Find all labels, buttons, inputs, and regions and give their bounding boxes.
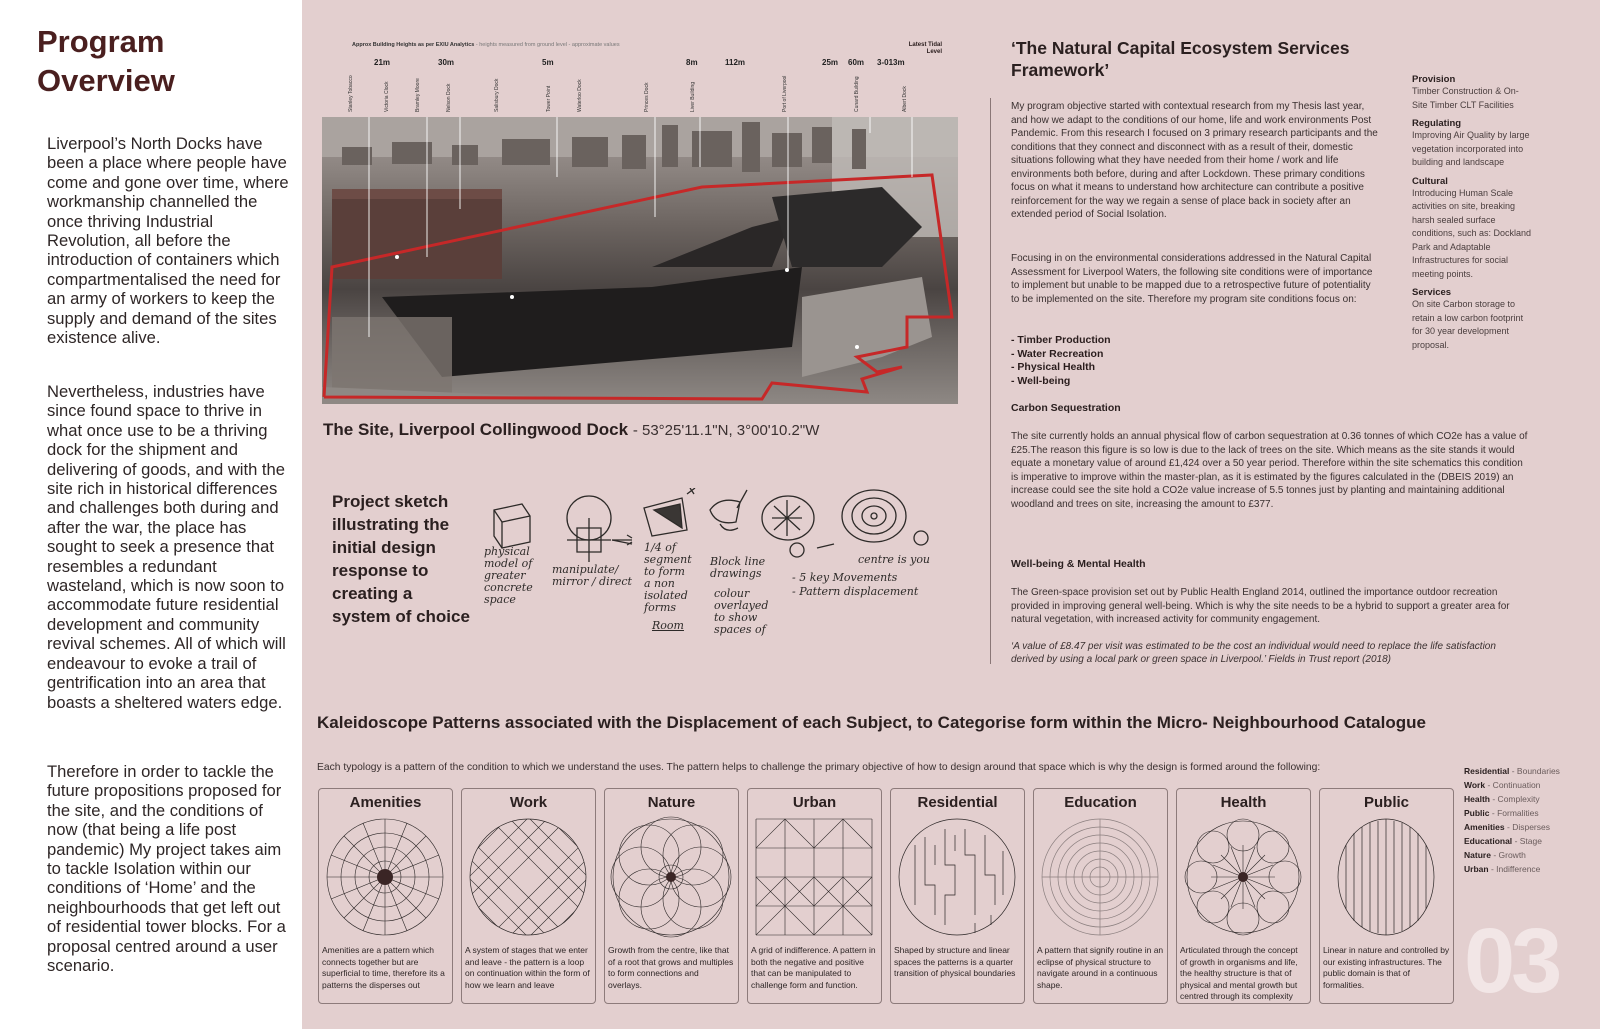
list-item: - Physical Health [1011,361,1096,374]
legend-item: Urban - Indifference [1464,864,1541,874]
height-label: 21m [374,58,391,67]
card-title: Amenities [349,794,422,811]
legend-item: Work - Continuation [1464,780,1541,790]
card-title: Residential [917,794,998,811]
building-label: Nelson Dock [446,83,452,112]
urban-pattern [752,815,877,940]
wellbeing-text: The Green-space provision set out by Public Health England 2014, outlined the importance outdoor recreation provided in improving general well-being. Which is why the site needs to be a hybrid to support a greater area for natural vegetation, with increased activity for community engagement. [1011,587,1510,625]
work-pattern [466,815,591,940]
card-description: Articulated through the concept of growth in organisms and life, the healthy structure is that of physical and mental growth but centred through its complexity [1180,945,1298,1001]
list-item: - Water Recreation [1011,347,1104,360]
sketch-note-key1: - 5 key Movements [792,571,898,584]
service-text: Improving Air Quality by large vegetation incorporated into building and landscape [1412,130,1530,167]
intro-paragraph-2: Nevertheless, industries have since found space to thrive in what once use to be a thriving dock for the shipment and delivering of goods, and with the site rich in historical differences and challenges both during and after the war, the place has sought to seek a presence that resembles a redundant wasteland, which is now soon to accommodate future residential development and community revival schemes. All of which will endeavour to evoke a trail of gentrification into an area that boasts a sheltered waters edge. [47,382,286,712]
intro-paragraph-3: Therefore in order to tackle the future propositions proposed for the site, and the conditions of now (that being a life post pandemic) My project takes aim to tackle Isolation within our conditions of ‘Home’ and the neighbourhoods that get left out of residential tower blocks. For a proposal centred around a user scenario. [47,762,286,976]
framework-title: ‘The Natural Capital Ecosystem Services Framework’ [1011,38,1350,80]
sketch-note-segment: 1/4 of segment to form a non isolated forms [644,541,692,614]
heights-title: Approx Building Heights as per EXIU Analytics - heights measured from ground level - approximate values [352,42,620,48]
building-label: Princes Dock [644,82,650,112]
building-label: Stanley Tobacco [348,75,354,112]
pattern-card-health [1176,788,1311,1004]
intro-column [0,0,302,1029]
sketch-note-manipulate: manipulate/ mirror / direct [552,563,632,588]
card-description: Shaped by structure and linear spaces the patterns is a quarter transition of physical boundaries [894,945,1016,978]
card-description: A system of stages that we enter and leave - the pattern is a loop on continuation within the form of how we learn and leave [465,945,590,990]
building-label: Bramley Moore [415,78,421,112]
card-title: Urban [792,794,837,811]
card-title: Health [1220,794,1267,811]
height-label: 25m [822,58,839,67]
kaleidoscope-title: Kaleidoscope Patterns associated with the Displacement of each Subject, to Categorise form within the Micro- Neighbourhood Catalogue [317,713,1426,732]
tidal-level-label: Latest Tidal Level [908,42,942,55]
card-description: A pattern that signify routine in an eclipse of physical structure to navigate around in a continuous shape. [1037,945,1164,990]
card-title: Public [1363,794,1409,811]
framework-paragraph-1: My program objective started with contextual research from my Thesis last year, and how we adapt to the conditions of our home, life and work environments Post Pandemic. From this research I focused on 3 primary research participants and the conditions that they connect and disconnect with as a result of their, domestic situations following what they have needed from their home / work and life environments both before, during and after Lockdown. These primary conditions focus on what it means to understand how architecture can contribute a positive reinforcement for the way we regain a sense of place back in society after an extended period of Social Isolation. [1011,101,1378,220]
height-label: 60m [848,58,865,67]
ecosystem-services-list [1412,68,1532,352]
service-text: On site Carbon storage to retain a low carbon footprint for 30 year development proposal. [1412,299,1524,350]
list-item: - Timber Production [1011,334,1111,346]
service-heading: Provision [1412,74,1456,85]
building-label: Albert Dock [902,86,908,112]
height-label: 3-013m [877,58,905,67]
nature-pattern [609,815,734,940]
sketch-note-colour: colour overlayed to show spaces of [714,587,769,636]
sketch-title: Project sketch illustrating the initial design response to creating a system of choice [332,492,470,626]
building-label: Liver Building [690,81,696,112]
page-number: 03 [1464,910,1559,1012]
building-heights-annotation [322,40,942,120]
card-title: Work [509,794,548,811]
framework-paragraph-2: Focusing in on the environmental considerations addressed in the Natural Capital Assessment for Liverpool Waters, the following site conditions were of importance to implement but unable to be mapped due to a retrospective future of potentiality to be implemented on the site. Therefore my program site conditions focus on: [1011,253,1373,305]
service-heading: Regulating [1412,118,1462,129]
legend-item: Health - Complexity [1464,794,1540,804]
building-label: Salisbury Dock [494,78,500,112]
service-text: Timber Construction & On-Site Timber CLT Facilities [1412,86,1519,110]
amenities-pattern [323,815,448,940]
column-divider [990,98,991,664]
sketch-note-room: Room [652,619,684,632]
building-label: Port of Liverpool [782,75,788,112]
building-label: Tower Point [546,85,552,112]
wellbeing-heading: Well-being & Mental Health [1011,558,1146,570]
page-title: Program Overview [37,24,175,98]
building-label: Waterloo Dock [577,79,583,112]
card-description: Growth from the centre, like that of a root that grows and multiples to form connections and overlays. [608,945,734,990]
carbon-heading: Carbon Sequestration [1011,402,1121,414]
project-sketch [482,488,952,658]
list-item: - Well-being [1011,375,1071,388]
fields-in-trust-quote: ‘A value of £8.47 per visit was estimated to be the cost an individual would need to replace the life satisfaction derived by using a local park or green space in Liverpool.’ Fields in Trust report (2018) [1011,641,1496,665]
legend-item: Nature - Growth [1464,850,1526,860]
card-description: Amenities are a pattern which connects together but are superficial to time, therefore its a patterns the disperses out [322,945,445,990]
building-label: Cunard Building [854,76,860,112]
pattern-card-education [1033,788,1168,1004]
sketch-note-centre: centre is you [858,553,931,566]
site-conditions-list [1011,334,1111,389]
height-label: 8m [686,58,698,67]
pattern-card-nature [604,788,739,1004]
carbon-text: The site currently holds an annual physical flow of carbon sequestration at 0.36 tonnes of which CO2e has a value of £25.The reason this figure is so low is due to the lack of trees on the site. Which means as the site stands it would equate a monetary value of around £1,424 over a 50 year period. Therefore within the site schematics this condition is imperative to improve within the master-plan, as it is estimated by the figures calculated in the (DBEIS 2019) an increase could see the site hold a CO2e value increase of 5.5 tonnes just by planting and maintaining additional woodland and trees on site, increasing the amount to £377. [1011,431,1528,510]
pattern-card-public [1319,788,1454,1004]
height-label: 112m [725,58,746,67]
card-description: A grid of indifference. A pattern in both the negative and positive that can be manipulated to challenge form and function. [751,945,876,990]
service-heading: Cultural [1412,175,1448,187]
kaleidoscope-subtitle: Each typology is a pattern of the condition to which we understand the uses. The pattern helps to challenge the primary objective of how to design around that space which is why the design is formed around the following: [317,762,1321,773]
legend-item: Residential - Boundaries [1464,766,1560,776]
site-aerial-photo [322,117,958,404]
card-title: Nature [647,794,696,811]
height-label: 30m [438,58,455,67]
site-caption: The Site, Liverpool Collingwood Dock - 53°25'11.1"N, 3°00'10.2"W [323,420,820,439]
residential-pattern [895,815,1020,940]
health-pattern [1181,815,1306,940]
sketch-note-key2: - Pattern displacement [792,585,919,598]
sketch-note-physical: physical model of greater concrete space [484,545,533,606]
pattern-card-residential [890,788,1025,1004]
card-description: Linear in nature and controlled by our existing infrastructures. The public domain is that of formalities. [1323,945,1450,990]
education-pattern [1038,815,1163,940]
service-text: Introducing Human Scale activities on site, breaking harsh sealed surface conditions, such as: Dockland Park and Adaptable Infrastructures for social meeting points. [1412,187,1532,279]
pattern-card-amenities [318,788,453,1004]
service-heading: Services [1412,287,1452,298]
height-label: 5m [542,58,554,67]
board [302,0,1600,1029]
legend-item: Educational - Stage [1464,836,1542,846]
legend-item: Public - Formalities [1464,808,1539,818]
sketch-note-block: Block line drawings [710,555,766,580]
card-title: Education [1064,794,1137,811]
pattern-legend [1464,764,1560,876]
intro-paragraph-1: Liverpool’s North Docks have been a place where people have come and gone over time, where workmanship channelled the once thriving Industrial Revolution, all before the introduction of containers which compartmentalised the need for an army of workers to keep the supply and demand of the sites existence alive. [47,134,289,348]
pattern-card-urban [747,788,882,1004]
legend-item: Amenities - Disperses [1464,822,1550,832]
pattern-card-work [461,788,596,1004]
public-pattern [1324,815,1449,940]
building-label: Victoria Clock [384,81,390,112]
